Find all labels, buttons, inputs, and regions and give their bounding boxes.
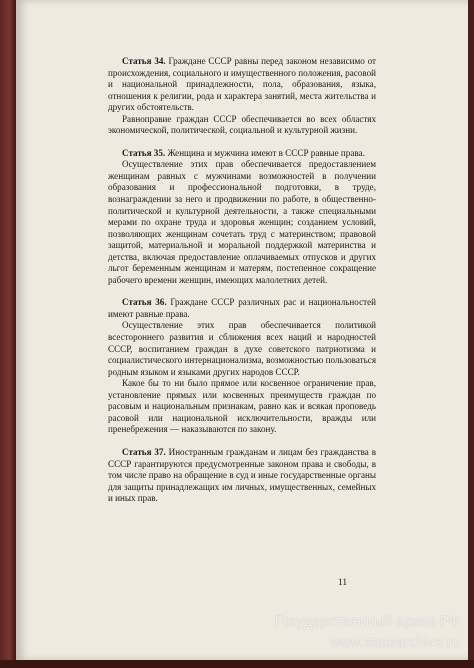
watermark-line-1: Государственный архив РФ [274,614,460,630]
article-text: Граждане СССР различных рас и национальностей имеют равные права. [108,297,376,319]
article-text: Граждане СССР равны перед законом независимо от происхождения, социального и имущественного положения, расовой и национальной принадлежности, пола, образования, языка, отношения к религии, рода и характера занятий, места жительства и других обстоятельств. [108,56,376,113]
article-35 [108,148,376,287]
article-paragraph: Осуществление этих прав обеспечивается предоставлением женщинам равных с мужчинами возможностей в получении образования и профессиональной подготовки, в труде, вознаграждении за него и продвижении по работе, в общественно-политической и культурной деятельности, а также специальными мерами по охране труда и здоровья женщин; созданием условий, позволяющих женщинам сочетать труд с материнством; правовой защитой, материальной и моральной поддержкой материнства и детства, включая предоставление оплачиваемых отпусков и других льгот беременным женщинам и матерям, постепенное сокращение рабочего времени женщин, имеющих малолетних детей. [108,159,376,285]
article-paragraph: Какое бы то ни было прямое или косвенное ограничение прав, установление прямых или косвенных преимуществ граждан по расовым и национальным признакам, равно как и всякая проповедь расовой или национальной исключительности, вражды или пренебрежения — наказываются по закону. [108,378,376,435]
article-title: Статья 35. [122,147,166,158]
article-title: Статья 34. [122,56,166,66]
article-34 [108,56,376,137]
book-spine [0,0,16,668]
article-text: Иностранным гражданам и лицам без гражданства в СССР гарантируются предусмотренные законом права и свободы, в том числе право на обращение в суд и иные государственные органы для защиты принадлежащих им личных, имущественных, семейных и иных прав. [108,446,376,504]
document-page [16,0,468,660]
watermark-line-2: www.statearchive.ru [330,635,460,651]
book-cover-edge [0,660,474,668]
article-paragraph [108,148,376,160]
page-number: 11 [338,578,348,588]
article-paragraph [108,447,376,505]
article-paragraph: Осуществление этих прав обеспечивается политикой всестороннего развития и сближения всех наций и народностей СССР, воспитанием граждан в духе советского патриотизма и социалистического интернационализма, возможностью пользоваться родным языком и языками других народов СССР. [108,320,376,377]
archive-watermark [275,612,460,654]
article-paragraph: Равноправие граждан СССР обеспечивается во всех областях экономической, политической, социальной и культурной жизни. [108,113,376,136]
article-37 [108,447,376,505]
article-36 [108,297,376,436]
article-title: Статья 36. [122,297,167,308]
article-title: Статья 37. [122,446,166,457]
article-text: Женщина и мужчина имеют в СССР равные права. [167,147,365,158]
article-paragraph [108,297,376,320]
page-content [108,56,376,505]
article-paragraph [108,56,376,114]
